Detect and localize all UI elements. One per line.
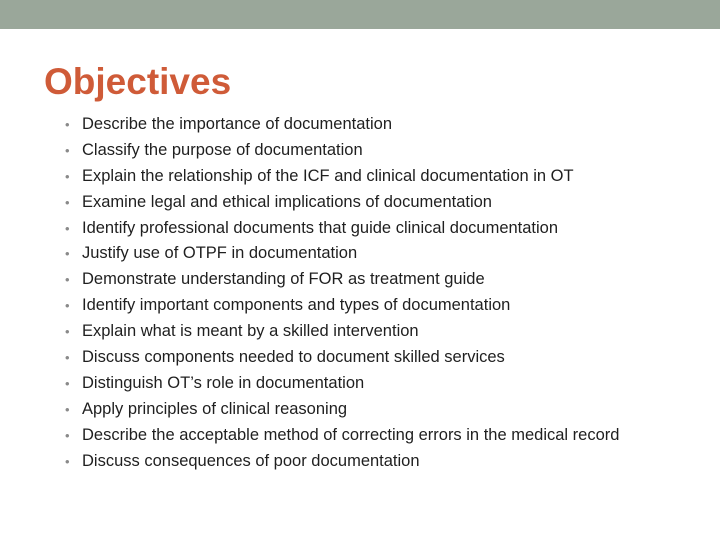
list-item-text: Classify the purpose of documentation	[82, 140, 363, 159]
list-item	[64, 164, 619, 190]
list-item	[64, 319, 619, 345]
list-item	[64, 241, 619, 267]
list-item-text: Examine legal and ethical implications of documentation	[82, 192, 492, 211]
bullet-icon: •	[65, 142, 70, 158]
bullet-icon: •	[65, 168, 70, 184]
list-item-text: Discuss components needed to document skilled services	[82, 348, 505, 367]
list-item	[64, 267, 619, 293]
list-item	[64, 449, 619, 475]
top-accent-band	[0, 0, 720, 29]
slide-title: Objectives	[44, 61, 232, 102]
list-item	[64, 112, 619, 138]
list-item-text: Discuss consequences of poor documentation	[82, 451, 420, 470]
bullet-icon: •	[65, 453, 70, 469]
bullet-icon: •	[65, 324, 70, 340]
bullet-icon: •	[65, 246, 70, 262]
list-item-text: Identify professional documents that guide clinical documentation	[82, 218, 559, 237]
list-item-text: Identify important components and types of documentation	[82, 296, 511, 315]
list-item-text: Describe the acceptable method of correcting errors in the medical record	[82, 425, 620, 444]
list-item	[64, 138, 619, 164]
list-item-text: Apply principles of clinical reasoning	[82, 399, 348, 418]
list-item-text: Explain the relationship of the ICF and clinical documentation in OT	[82, 166, 574, 185]
list-item	[64, 216, 619, 242]
list-item-text: Distinguish OT’s role in documentation	[82, 373, 365, 392]
list-item-text: Justify use of OTPF in documentation	[82, 244, 358, 263]
list-item-text: Demonstrate understanding of FOR as treatment guide	[82, 270, 485, 289]
list-item-text: Describe the importance of documentation	[82, 115, 393, 133]
list-item	[64, 345, 619, 371]
list-item	[64, 397, 619, 423]
bullet-icon: •	[65, 375, 70, 391]
objectives-list	[64, 112, 619, 474]
bullet-icon: •	[65, 298, 70, 314]
bullet-icon: •	[65, 427, 70, 443]
list-item-text: Explain what is meant by a skilled intervention	[82, 322, 419, 341]
list-item	[64, 190, 619, 216]
bullet-icon: •	[65, 194, 70, 210]
list-item	[64, 293, 619, 319]
list-item	[64, 423, 619, 449]
bullet-icon: •	[65, 350, 70, 366]
bullet-icon: •	[65, 272, 70, 288]
bullet-icon: •	[65, 117, 70, 132]
bullet-icon: •	[65, 401, 70, 417]
bullet-icon: •	[65, 220, 70, 236]
list-item	[64, 371, 619, 397]
